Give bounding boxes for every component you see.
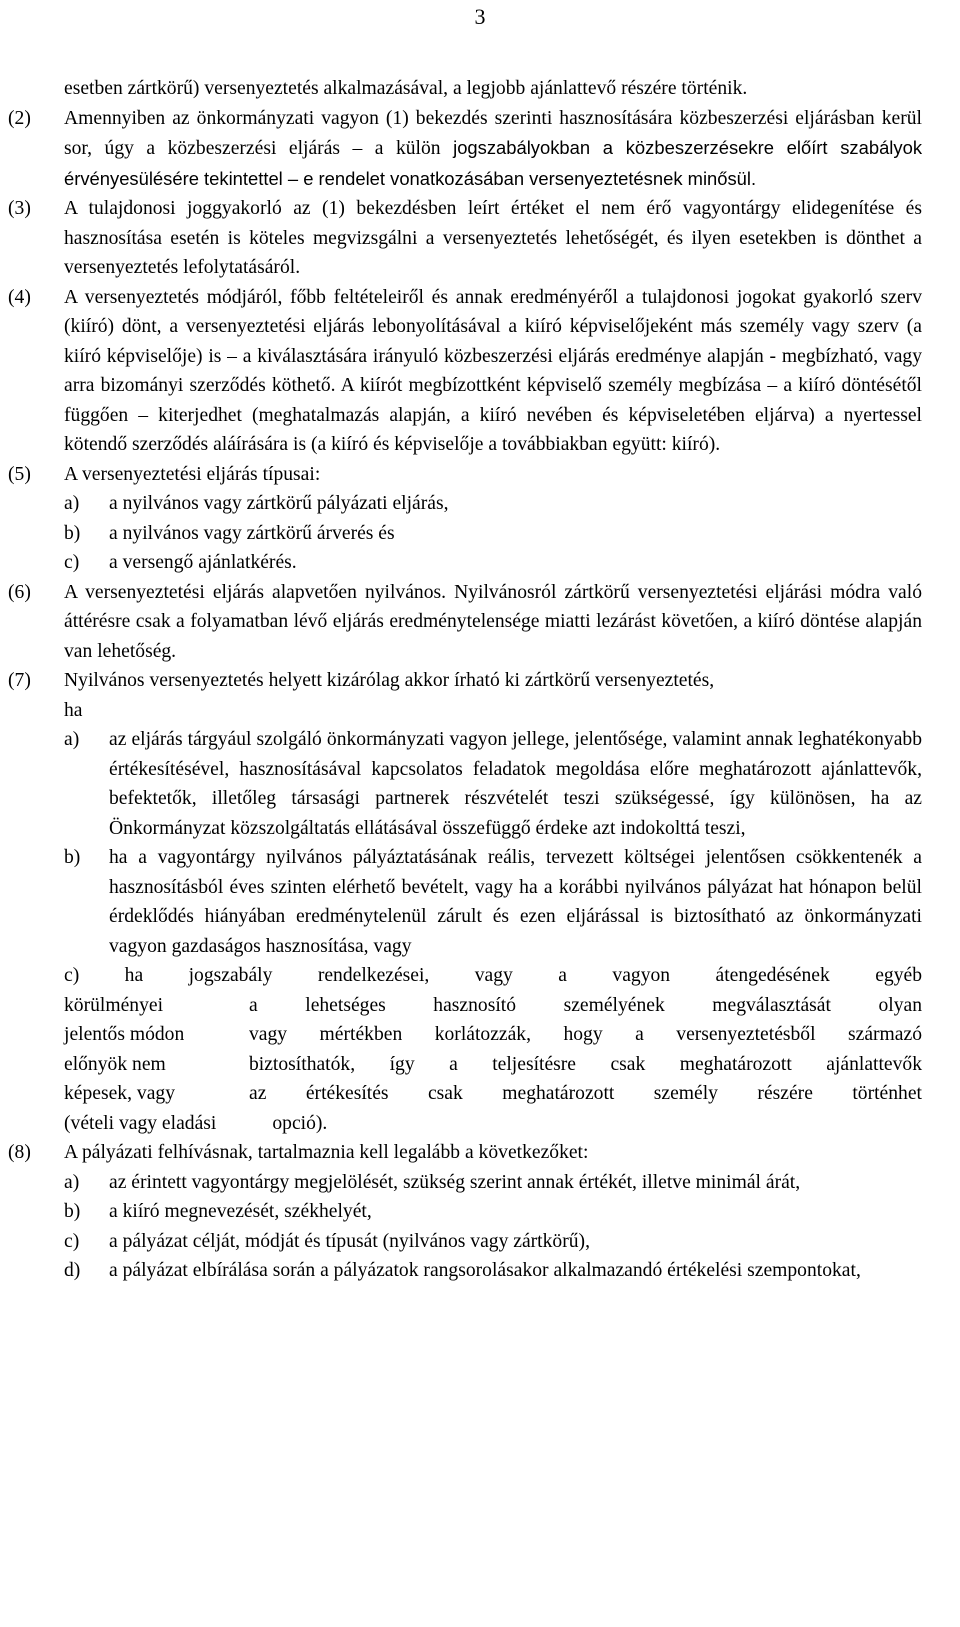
c-left-4: képesek, vagy: [64, 1083, 175, 1104]
list-label: b): [64, 1201, 81, 1222]
list-text: a pályázat elbírálása során a pályázatok rangsorolásakor alkalmazandó értékelési szempontokat,: [109, 1260, 861, 1281]
list-item: [64, 519, 922, 549]
paragraph-8: [0, 1138, 960, 1286]
list-label: b): [64, 522, 81, 544]
list-item-c: [64, 961, 922, 1138]
paragraph-text-sans: jogszabályokban a közbeszerzésekre előírt szabályok érvényesülésére tekintettel – e rendelet vonatkozásában versenyeztetésnek minősül.: [64, 137, 923, 189]
list-item: [64, 1168, 922, 1198]
c-right-4: az értékesítés csak meghatározott személy részére történhet: [249, 1083, 922, 1104]
paragraph-6: [0, 578, 960, 667]
list-text: a pályázat célját, módját és típusát (nyilvános vagy zártkörű),: [109, 1230, 590, 1252]
list-label: c): [64, 552, 80, 573]
c-left-2: jelentős módon: [64, 1024, 185, 1045]
list-item: [64, 1197, 922, 1227]
list-text: az érintett vagyontárgy megjelölését, szükség szerint annak értékét, illetve minimál árát,: [109, 1171, 801, 1193]
paragraph-4: [0, 283, 960, 460]
paragraph-text: Nyilvános versenyeztetés helyett kizárólag akkor írható ki zártkörű versenyeztetés, ha: [64, 670, 715, 721]
c-last-a: (vételi vagy eladási: [64, 1112, 217, 1134]
list-label: b): [64, 847, 81, 868]
c-right-1: a lehetséges hasznosító személyének megválasztását olyan: [249, 994, 922, 1016]
list-label: d): [64, 1260, 81, 1281]
c-left-1: körülményei: [64, 994, 164, 1016]
list-text: a versengő ajánlatkérés.: [109, 552, 297, 573]
list-item: [64, 843, 922, 961]
list-label: c): [64, 1230, 80, 1252]
paragraph-number: (7): [8, 670, 31, 691]
list-item: [64, 548, 922, 578]
paragraph-2: [0, 104, 960, 195]
list-item: [64, 1227, 922, 1257]
requirement-list: [64, 1168, 922, 1286]
list-item-c-first-line: c) ha jogszabály rendelkezései, vagy a vagyon átengedésének egyéb: [64, 965, 922, 986]
list-item: [64, 725, 922, 843]
page-number: 3: [474, 4, 486, 29]
paragraph-number: (4): [8, 286, 31, 308]
c-left-3: előnyök nem: [64, 1053, 166, 1075]
paragraph-number: (8): [8, 1142, 31, 1163]
type-list: [64, 489, 922, 578]
paragraph-text: A versenyeztetési eljárás alapvetően nyilvános. Nyilvánosról zártkörű versenyeztetési eljárási módra való áttérésre csak a folyamatban lévő eljárás eredménytelensége miatti lezárást követően, a kiíró döntése alapján van lehetőség.: [64, 581, 922, 662]
paragraph-number: (6): [8, 581, 31, 603]
paragraph-text: A versenyeztetés módjáról, főbb feltételeiről és annak eredményéről a tulajdonosi jogokat gyakorló szerv (kiíró) dönt, a versenyeztetési eljárás lebonyolításával a kiíró képviselőjeként más személy vagy szerv (a kiíró képviselője) is – a kiválasztására irányuló közbeszerzési eljárás eredménye alapján - megbízható, vagy arra bizományi szerződés köthető. A kiírót megbízottként képviselő személy megbízása – a kiíró döntésétől függően – kiterjedhet (meghatalmazás alapján, a kiíró nevében és képviseletében eljárva) a nyertessel kötendő szerződés aláírására is (a kiíró és képviselője a továbbiakban együtt: kiíró).: [64, 286, 922, 455]
list-label: a): [64, 493, 80, 514]
list-item: [64, 489, 922, 519]
paragraph-text: A versenyeztetési eljárás típusai:: [64, 463, 321, 485]
c-right-2: vagy mértékben korlátozzák, hogy a versenyeztetésből származó: [249, 1024, 922, 1045]
paragraph-5: [0, 460, 960, 578]
list-label: a): [64, 729, 80, 750]
list-label: a): [64, 1171, 80, 1193]
paragraph-number: (5): [8, 463, 31, 485]
list-text: a nyilvános vagy zártkörű árverés és: [109, 522, 395, 544]
list-text: ha a vagyontárgy nyilvános pályáztatásának reális, tervezett költségei jelentősen csökkentenék a hasznosításból éves szinten elérhető bevételt, vagy ha a korábbi nyilvános pályázat hat hónapon belül érdeklődés hiányában eredménytelenül zárult és ezen eljárással is biztosítható az önkormányzati vagyon gazdaságos hasznosítása, vagy: [109, 847, 922, 957]
document-body: [0, 74, 960, 1286]
list-item: [64, 1256, 922, 1286]
list-text: a nyilvános vagy zártkörű pályázati eljárás,: [109, 493, 449, 514]
condition-list: [64, 725, 922, 961]
paragraph-3: [0, 194, 960, 283]
paragraph-text: esetben zártkörű) versenyeztetés alkalmazásával, a legjobb ajánlattevő részére történik.: [64, 78, 748, 99]
paragraph-7: [0, 666, 960, 1138]
c-right-3: biztosíthatók, így a teljesítésre csak meghatározott ajánlattevők: [249, 1053, 922, 1075]
paragraph-number: (3): [8, 198, 31, 219]
list-text: a kiíró megnevezését, székhelyét,: [109, 1201, 372, 1222]
list-text: az eljárás tárgyául szolgáló önkormányzati vagyon jellege, jelentősége, valamint annak leghatékonyabb értékesítésével, hasznosításával kapcsolatos feladatok megoldása előre meghatározott ajánlattevők, befektetők, illetőleg társasági partnerek részvételét teszi szükségessé, így különösen, ha az Önkormányzat közszolgáltatás ellátásával összefüggő érdeke azt indokolttá teszi,: [109, 729, 922, 839]
paragraph-text: Amennyiben az önkormányzati vagyon (1) bekezdés szerinti hasznosítására közbeszerzési eljárásban kerül sor, úgy a közbeszerzési eljárás – a külön: [64, 107, 922, 159]
paragraph-text: A tulajdonosi joggyakorló az (1) bekezdésben leírt értéket el nem érő vagyontárgy elidegenítése és hasznosítása esetén is köteles megvizsgálni a versenyeztetés lehetőségét, és ilyen esetekben is dönthet a versenyeztetés lefolytatásáról.: [64, 198, 922, 278]
c-last-b: opció).: [272, 1112, 328, 1134]
list-item-c-last-line: [64, 1109, 922, 1139]
paragraph-text: A pályázati felhívásnak, tartalmaznia kell legalább a következőket:: [64, 1142, 589, 1163]
paragraph-intro: [0, 74, 960, 104]
list-item-c-columns: [64, 991, 922, 1109]
paragraph-number: (2): [8, 107, 31, 129]
